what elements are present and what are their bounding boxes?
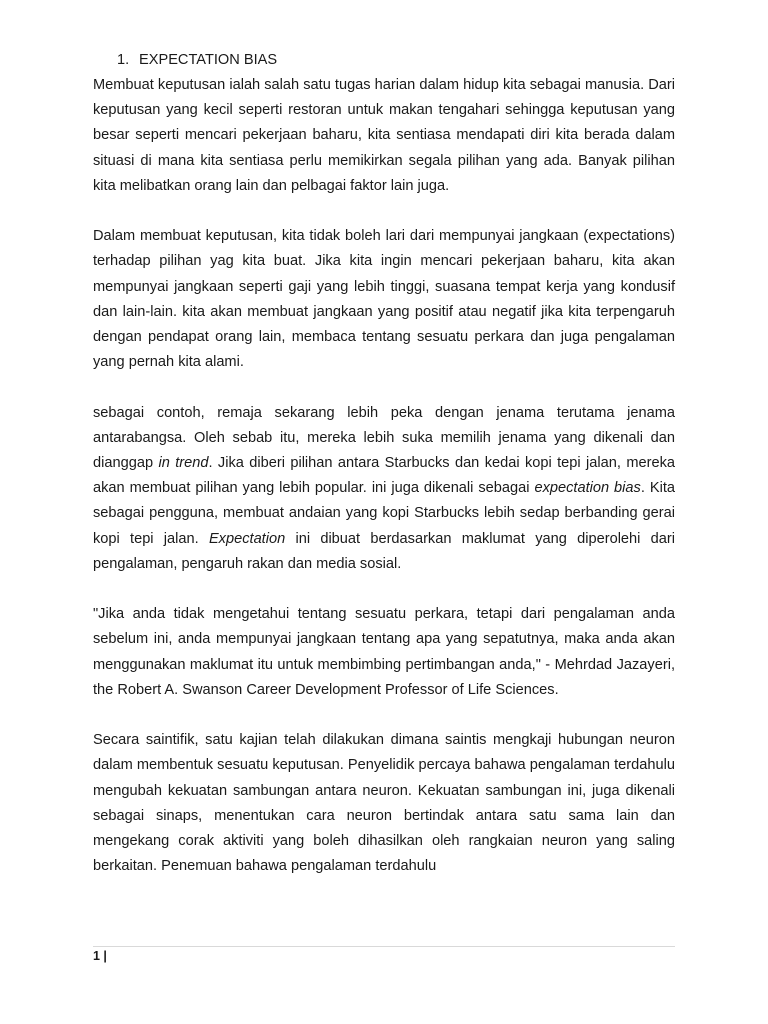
example-emphasis-in-trend: in trend xyxy=(158,455,209,472)
paragraph-quote: "Jika anda tidak mengetahui tentang sesuatu perkara, tetapi dari pengalaman anda sebelum ini, anda mempunyai jangkaan tentang apa yang sepatutnya, maka anda akan menggunakan maklumat itu untuk membimbing pertimbangan anda," - Mehrdad Jazayeri, the Robert A. Swanson Career Development Professor of Life Sciences. xyxy=(93,606,675,698)
section-heading xyxy=(117,50,277,70)
page-number: 1 | xyxy=(93,949,107,963)
example-text-3: . Kita sebagai pengguna, membuat andaian yang kopi Starbucks lebih sedap berbanding gerai kopi tepi jalan. xyxy=(93,480,675,547)
footer-divider xyxy=(93,946,675,947)
example-text-1: sebagai contoh, remaja sekarang lebih peka dengan jenama terutama jenama antarabangsa. Oleh sebab itu, mereka lebih suka memilih jenama yang dikenali dan dianggap xyxy=(93,404,675,472)
example-emphasis-expectation-bias: expectation bias xyxy=(534,480,641,497)
paragraph-expectations: Dalam membuat keputusan, kita tidak boleh lari dari mempunyai jangkaan (expectations) terhadap pilihan yag kita buat. Jika kita ingin mencari pekerjaan baharu, kita akan mempunyai jangkaan seperti gaji yang lebih tinggi, suasana tempat kerja yang kondusif dan lain-lain. kita akan membuat jangkaan yang positif atau negatif jika kita terpengaruh dengan pendapat orang lain, membaca tentang sesuatu perkara dan juga pengalaman yang pernah kita alami. xyxy=(93,228,675,371)
example-emphasis-expectation: Expectation xyxy=(208,530,286,547)
body-text xyxy=(93,73,675,879)
example-text-4: ini dibuat berdasarkan maklumat yang diperolehi dari pengalaman, pengaruh rakan dan media sosial. xyxy=(93,530,675,572)
section-number: 1. xyxy=(117,52,130,68)
section-title: EXPECTATION BIAS xyxy=(139,52,278,68)
paragraph-scientific: Secara saintifik, satu kajian telah dilakukan dimana saintis mengkaji hubungan neuron dalam membentuk sesuatu keputusan. Penyelidik percaya bahawa pengalaman terdahulu mengubah kekuatan sambungan antara neuron. Kekuatan sambungan ini, juga dikenali sebagai sinaps, menentukan cara neuron bertindak antara satu sama lain dan mengekang corak aktiviti yang boleh dihasilkan oleh rangkaian neuron yang saling berkaitan. Penemuan bahawa pengalaman terdahulu xyxy=(93,732,675,875)
example-text-2: . Jika diberi pilihan antara Starbucks dan kedai kopi tepi jalan, mereka akan membuat pilihan yang lebih popular. ini juga dikenali sebagai xyxy=(93,455,675,497)
paragraph-example xyxy=(93,401,675,577)
paragraph-intro: Membuat keputusan ialah salah satu tugas harian dalam hidup kita sebagai manusia. Dari keputusan yang kecil seperti restoran untuk makan tengahari sehingga keputusan yang besar seperti mencari pekerjaan baharu, kita sentiasa mendapati diri kita berada dalam situasi di mana kita sentiasa perlu memikirkan segala pilihan yang ada. Banyak pilihan kita melibatkan orang lain dan pelbagai faktor lain juga. xyxy=(93,77,675,194)
